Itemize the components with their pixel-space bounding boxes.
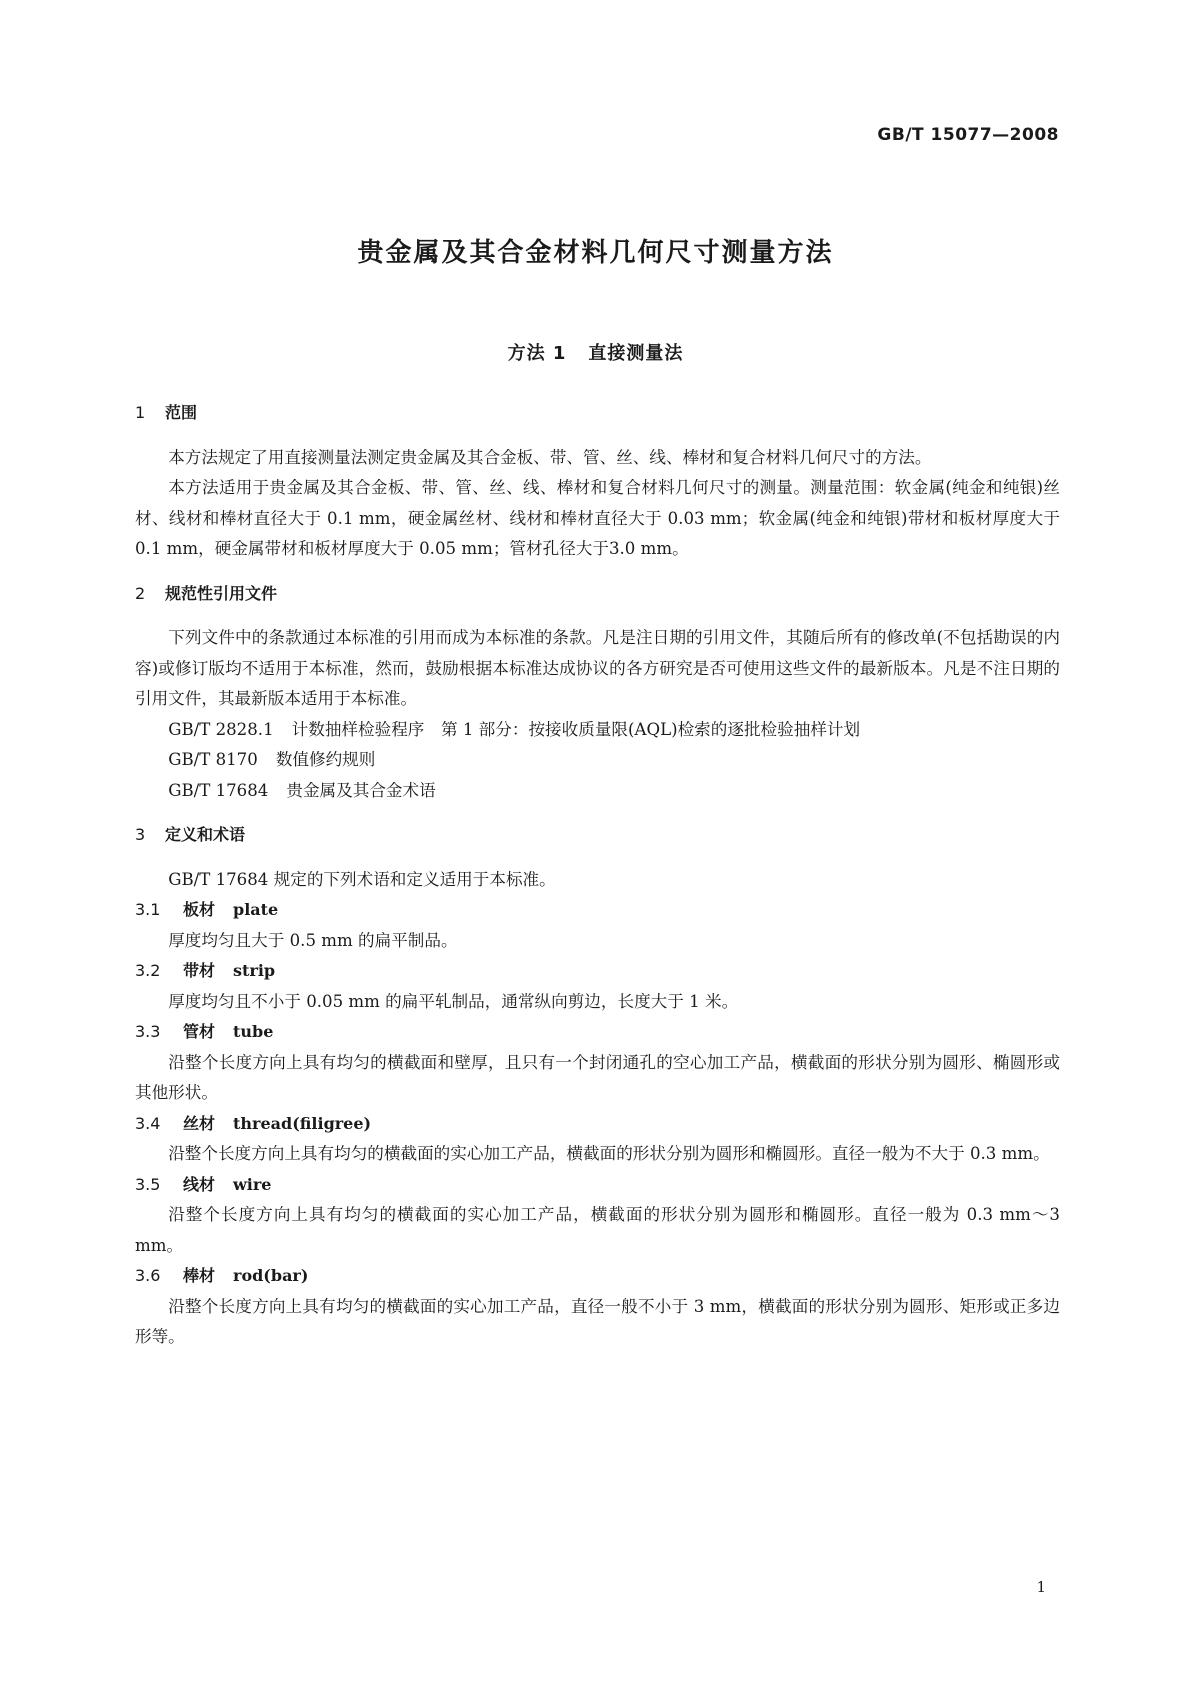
section-title: 定义和术语 [165,825,246,844]
document-body [135,398,1060,1353]
method-name: 直接测量法 [588,343,684,364]
reference-title: 贵金属及其合金术语 [286,780,436,800]
term-en: plate [233,900,279,919]
term-heading [135,1017,1060,1048]
method-title [0,339,1191,365]
term-definition: 沿整个长度方向上具有均匀的横截面和壁厚，且只有一个封闭通孔的空心加工产品，横截面的形状分别为圆形、椭圆形或其他形状。 [135,1052,1060,1102]
term-heading [135,1170,1060,1201]
term-number: 3.5 [135,1174,161,1194]
term-zh: 带材 [183,961,216,980]
term-en: thread(filigree) [233,1113,372,1133]
term-zh: 棒材 [183,1266,216,1285]
paragraph: 本方法适用于贵金属及其合金板、带、管、丝、线、棒材和复合材料几何尺寸的测量。测量范围：软金属(纯金和纯银)丝材、线材和棒材直径大于 0.1 mm，硬金属丝材、线材和棒材直径大于 0.03 mm；软金属(纯金和纯银)带材和板材厚度大于 0.1 mm，硬金属带材和板材厚度大于 0.05 mm；管材孔径大于3.0 mm。 [135,478,1060,558]
section-heading-scope [135,398,1060,429]
paragraph: 下列文件中的条款通过本标准的引用而成为本标准的条款。凡是注日期的引用文件，其随后所有的修改单(不包括勘误的内容)或修订版均不适用于本标准，然而，鼓励根据本标准达成协议的各方研究是否可使用这些文件的最新版本。凡是不注日期的引用文件，其最新版本适用于本标准。 [135,628,1060,708]
term-number: 3.1 [135,900,161,919]
paragraph: 本方法规定了用直接测量法测定贵金属及其合金板、带、管、丝、线、棒材和复合材料几何尺寸的方法。 [168,447,932,467]
term-heading [135,895,1060,926]
term-definition: 沿整个长度方向上具有均匀的横截面的实心加工产品，直径一般不小于 3 mm，横截面的形状分别为圆形、矩形或正多边形等。 [135,1296,1060,1346]
term-number: 3.2 [135,961,161,980]
reference-title: 计数抽样检验程序 第 1 部分：按接收质量限(AQL)检索的逐批检验抽样计划 [291,719,861,739]
term-heading [135,1261,1060,1292]
term-heading [135,956,1060,987]
reference-code: GB/T 8170 [168,750,258,769]
reference-code: GB/T 2828.1 [168,719,274,739]
reference-item [135,715,1060,746]
standard-code: GB/T 15077—2008 [877,125,1059,145]
section-number: 2 [135,583,146,603]
reference-item [135,745,1060,776]
term-en: rod(bar) [233,1266,309,1285]
term-zh: 板材 [183,900,216,919]
term-en: strip [233,961,276,980]
term-zh: 管材 [183,1022,216,1041]
term-heading [135,1109,1060,1140]
term-en: tube [233,1022,274,1041]
term-zh: 丝材 [183,1113,216,1133]
term-definition: 沿整个长度方向上具有均匀的横截面的实心加工产品，横截面的形状分别为圆形和椭圆形。直径一般为不大于 0.3 mm。 [168,1144,1050,1163]
reference-title: 数值修约规则 [275,750,376,769]
section-number: 1 [135,403,146,422]
term-number: 3.3 [135,1022,161,1041]
method-label: 方法 1 [507,343,567,364]
term-definition: 沿整个长度方向上具有均匀的横截面的实心加工产品，横截面的形状分别为圆形和椭圆形。直径一般为 0.3 mm～3 mm。 [135,1205,1060,1255]
term-definition: 厚度均匀且不小于 0.05 mm 的扁平轧制品，通常纵向剪边，长度大于 1 米。 [168,991,739,1011]
section-heading-terms [135,820,1060,851]
term-zh: 线材 [183,1174,216,1194]
document-title: 贵金属及其合金材料几何尺寸测量方法 [357,238,834,268]
term-en: wire [233,1174,272,1194]
paragraph: GB/T 17684 规定的下列术语和定义适用于本标准。 [168,869,556,889]
section-title: 规范性引用文件 [165,583,278,603]
page-number: 1 [1036,1578,1046,1596]
term-number: 3.6 [135,1266,161,1285]
term-definition: 厚度均匀且大于 0.5 mm 的扁平制品。 [168,930,458,950]
reference-code: GB/T 17684 [168,780,269,800]
section-heading-references [135,579,1060,610]
reference-item [135,776,1060,807]
section-title: 范围 [165,403,198,422]
term-number: 3.4 [135,1113,161,1133]
section-number: 3 [135,825,146,844]
